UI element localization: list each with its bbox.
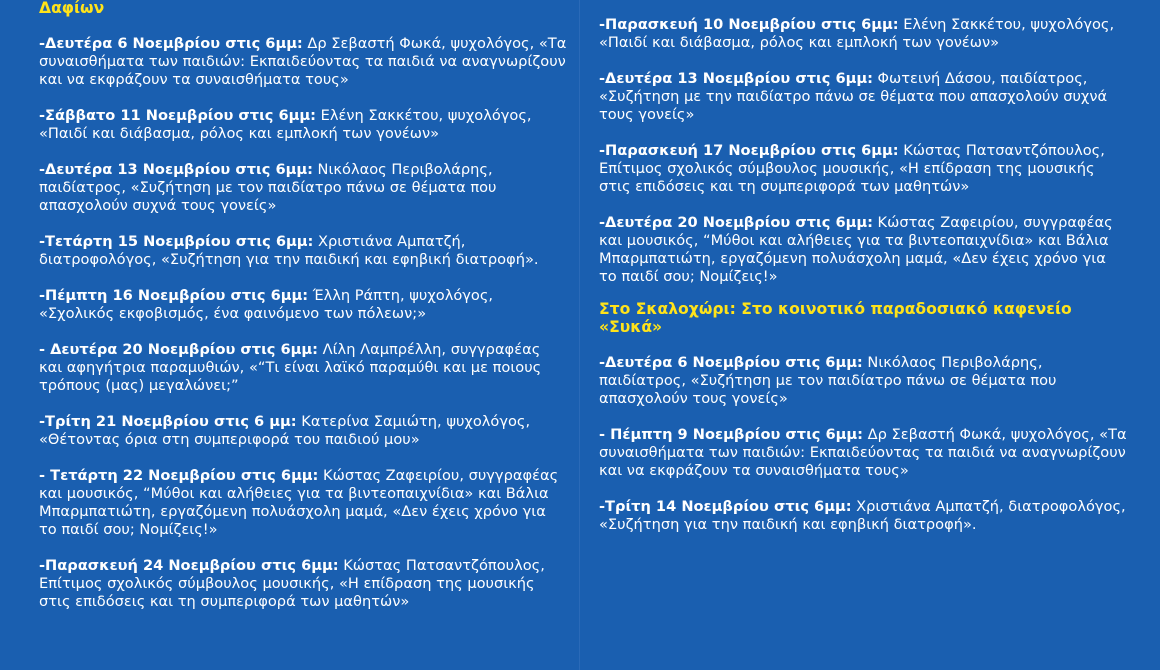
event-description: Έλλη Ράπτη, ψυχολόγος, «Σχολικός εκφοβισμός, ένα φαινόμενο των πόλεων;» [39, 287, 494, 322]
event-entry [39, 287, 567, 323]
event-date: -Παρασκευή 24 Νοεμβρίου στις 6μμ: [39, 557, 339, 574]
event-entry [39, 233, 567, 269]
event-date: - Δευτέρα 20 Νοεμβρίου στις 6μμ: [39, 341, 318, 358]
event-description: Κώστας Ζαφειρίου, συγγραφέας και μουσικός, “Μύθοι και αλήθειες για τα βιντεοπαιχνίδια» και Βάλια Μπαρμπατιώτη, εργαζόμενη πολυάσχολη μαμά, «Δεν έχεις χρόνο για το παιδί σου; Νομίζεις!» [599, 214, 1113, 285]
event-entry [599, 16, 1127, 52]
event-description: Λίλη Λαμπρέλλη, συγγραφέας και αφηγήτρια παραμυθιών, «“Τι είναι λαϊκό παραμύθι και με ποιους τρόπους (μας) μεγαλώνει;” [39, 341, 542, 394]
event-date: -Πέμπτη 16 Νοεμβρίου στις 6μμ: [39, 287, 309, 304]
event-entry [599, 142, 1127, 196]
event-entry [599, 214, 1127, 286]
event-entry [39, 35, 567, 89]
event-date: -Δευτέρα 20 Νοεμβρίου στις 6μμ: [599, 214, 873, 231]
event-date: -Σάββατο 11 Νοεμβρίου στις 6μμ: [39, 107, 316, 124]
event-description: Κώστας Πατσαντζόπουλος, Επίτιμος σχολικός σύμβουλος μουσικής, «Η επίδραση της μουσικής στις επιδόσεις και τη συμπεριφορά των μαθητών» [39, 557, 545, 610]
event-description: Νικόλαος Περιβολάρης, παιδίατρος, «Συζήτηση με τον παιδίατρο πάνω σε θέματα που απασχολούν τους γονείς» [599, 354, 1057, 407]
event-date: - Πέμπτη 9 Νοεμβρίου στις 6μμ: [599, 426, 863, 443]
event-entry [39, 341, 567, 395]
event-date: -Παρασκευή 17 Νοεμβρίου στις 6μμ: [599, 142, 899, 159]
event-description: Κώστας Πατσαντζόπουλος, Επίτιμος σχολικός σύμβουλος μουσικής, «Η επίδραση της μουσικής στις επιδόσεις και τη συμπεριφορά των μαθητών» [599, 142, 1105, 195]
event-entry [599, 70, 1127, 124]
event-description: Νικόλαος Περιβολάρης, παιδίατρος, «Συζήτηση με τον παιδίατρο πάνω σε θέματα που απασχολούν συχνά τους γονείς» [39, 161, 497, 214]
section-heading-skalochori: Στο Σκαλοχώρι: Στο κοινοτικό παραδοσιακό καφενείο «Συκά» [599, 300, 1072, 336]
event-entry [39, 557, 567, 611]
event-entry [39, 413, 567, 449]
event-description: Δρ Σεβαστή Φωκά, ψυχολόγος, «Τα συναισθήματα των παιδιών: Εκπαιδεύοντας τα παιδιά να αναγνωρίζουν και να εκφράζουν τα συναισθήματα τους» [599, 426, 1127, 479]
event-entry [39, 107, 567, 143]
event-date: -Δευτέρα 13 Νοεμβρίου στις 6μμ: [39, 161, 313, 178]
event-date: -Δευτέρα 6 Νοεμβρίου στις 6μμ: [599, 354, 863, 371]
event-description: Ελένη Σακκέτου, ψυχολόγος, «Παιδί και διάβασμα, ρόλος και εμπλοκή των γονέων» [39, 107, 532, 142]
right-column [599, 0, 1127, 534]
event-entry [599, 354, 1127, 408]
event-entry [599, 426, 1127, 480]
event-description: Χριστιάνα Αμπατζή, διατροφολόγος, «Συζήτηση για την παιδική και εφηβική διατροφή». [599, 498, 1126, 533]
event-date: -Δευτέρα 13 Νοεμβρίου στις 6μμ: [599, 70, 873, 87]
section-heading-dafion: Δαφίων [39, 0, 105, 17]
event-description: Ελένη Σακκέτου, ψυχολόγος, «Παιδί και διάβασμα, ρόλος και εμπλοκή των γονέων» [599, 16, 1115, 51]
event-description: Κατερίνα Σαμιώτη, ψυχολόγος, «Θέτοντας όρια στη συμπεριφορά του παιδιού μου» [39, 413, 531, 448]
event-description: Κώστας Ζαφειρίου, συγγραφέας και μουσικός, “Μύθοι και αλήθειες για τα βιντεοπαιχνίδια» και Βάλια Μπαρμπατιώτη, εργαζόμενη πολυάσχολη μαμά, «Δεν έχεις χρόνο για το παιδί σου; Νομίζεις!» [39, 467, 559, 538]
event-date: -Δευτέρα 6 Νοεμβρίου στις 6μμ: [39, 35, 303, 52]
left-column [39, 0, 567, 611]
column-divider [579, 0, 580, 670]
event-description: Φωτεινή Δάσου, παιδίατρος, «Συζήτηση με την παιδίατρο πάνω σε θέματα που απασχολούν συχνά τους γονείς» [599, 70, 1108, 123]
event-entry [39, 467, 567, 539]
event-entry [599, 498, 1127, 534]
event-date: - Τετάρτη 22 Νοεμβρίου στις 6μμ: [39, 467, 319, 484]
event-description: Δρ Σεβαστή Φωκά, ψυχολόγος, «Τα συναισθήματα των παιδιών: Εκπαιδεύοντας τα παιδιά να αναγνωρίζουν και να εκφράζουν τα συναισθήματα τους» [39, 35, 567, 88]
event-date: -Τετάρτη 15 Νοεμβρίου στις 6μμ: [39, 233, 314, 250]
event-description: Χριστιάνα Αμπατζή, διατροφολόγος, «Συζήτηση για την παιδική και εφηβική διατροφή». [39, 233, 539, 268]
event-date: -Τρίτη 21 Νοεμβρίου στις 6 μμ: [39, 413, 297, 430]
event-date: -Παρασκευή 10 Νοεμβρίου στις 6μμ: [599, 16, 899, 33]
event-date: -Τρίτη 14 Νοεμβρίου στις 6μμ: [599, 498, 852, 515]
event-entry [39, 161, 567, 215]
